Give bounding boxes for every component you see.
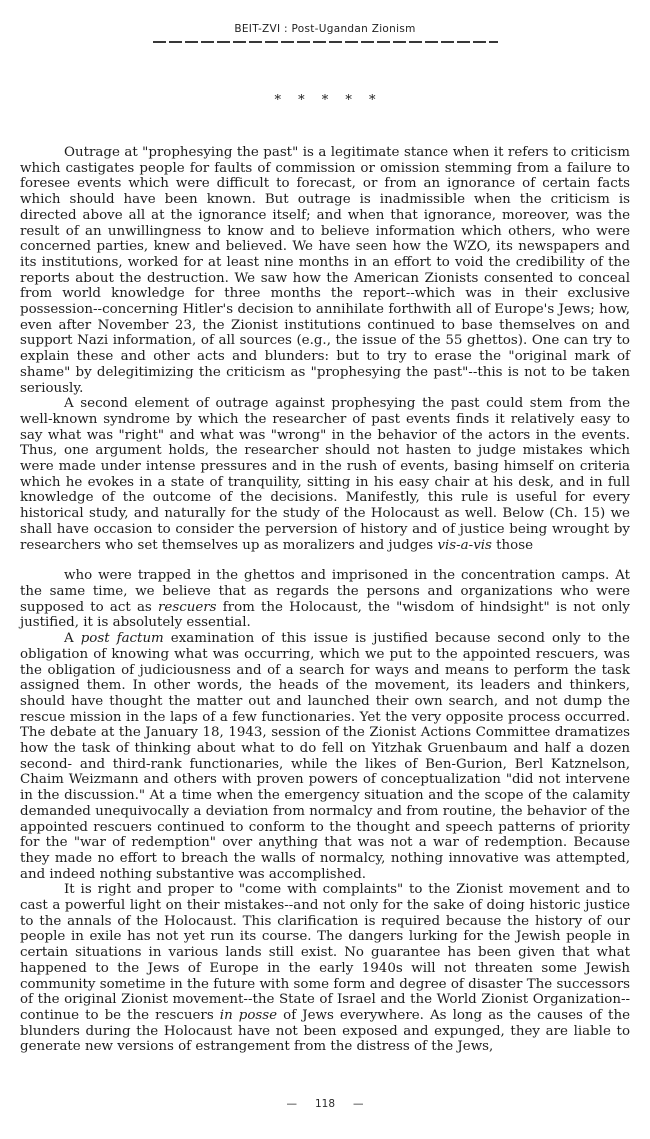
- text-run: examination of this issue is justified because second only to the obligation of knowing what was occurring, which we put to the appointed rescuers, was the obligation of judiciousness and of a search for ways and means to perform the task assigned them. In other words, the heads of the movement, its leaders and thinkers, should have thought the matter out and launched their own search, and not dump the rescue mission in the laps of a few functionaries. Yet the very opposite process occurred. The debate at the January 18, 1943, session of the Zionist Actions Committee dramatizes how the task of thinking about what to do fell on Yitzhak Gruenbaum and half a dozen second- and third-rank functionaries, while the likes of Ben-Gurion, Berl Katznelson, Chaim Weizmann and others with proven powers of conceptualization "did not intervene in the discussion." At a time when the emergency situation and the scope of the calamity demanded unequivocally a deviation from normalcy and from routine, the behavior of the appointed rescuers continued to conform to the thought and speech patterns of priority for the "war of redemption" over anything that was not a war of redemption. Because they made no effort to breach the walls of normalcy, nothing innovative was attempted, and indeed nothing substantive was accomplished.: [20, 631, 630, 882]
- page-footer: [0, 1098, 650, 1110]
- section-divider-asterisks: * * * * *: [274, 93, 376, 108]
- paragraph-post-factum: [20, 631, 630, 882]
- running-header: [0, 0, 650, 43]
- running-header-title: BEIT-ZVI : Post-Ugandan Zionism: [234, 23, 416, 35]
- text-run: A: [64, 631, 81, 647]
- italic-run: post factum: [80, 631, 164, 647]
- paragraph-second-element: [20, 396, 630, 553]
- text-run: It is right and proper to "come with complaints" to the Zionist movement and to cast a powerful light on their mistakes--and not only for the sake of doing historic justice to the annals of the Holocaust. This clarification is required because the history of our people in exile has not yet run its course. The dangers lurking for the Jewish people in certain situations in various lands still exist. No guarantee has been given that what happened to the Jews of Europe in the early 1940s will not threaten some Jewish community sometime in the future with some form and degree of disaster The successors of the original Zionist movement--the State of Israel and the World Zionist Organization--continue to be the rescuers: [20, 882, 630, 1023]
- italic-run: vis-a-vis: [437, 537, 492, 553]
- text-run: who were trapped in the ghettos and imprisoned in the concentration camps. At the same time, we believe that as regards the persons and organizations who were supposed to act as: [20, 568, 630, 615]
- page-number: 118: [314, 1098, 336, 1110]
- footer-dash-right: —: [353, 1098, 364, 1110]
- italic-run: rescuers: [158, 599, 217, 615]
- italic-run: in posse: [219, 1007, 278, 1023]
- footer-dash-left: —: [286, 1098, 297, 1110]
- text-run: from the Holocaust, the "wisdom of hindsight" is not only justified, it is absolutely essential.: [20, 599, 630, 631]
- paragraph-outrage: [20, 145, 630, 396]
- text-run: A second element of outrage against prophesying the past could stem from the well-known syndrome by which the researcher of past events finds it relatively easy to say what was "right" and what was "wrong" in the behavior of the actors in the events. Thus, one argument holds, the researcher should not hasten to judge mistakes which were made under intense pressures and in the rush of events, basing himself on criteria which he evokes in a state of tranquility, sitting in his easy chair at his desk, and in full knowledge of the outcome of the decisions. Manifestly, this rule is useful for every historical study, and naturally for the study of the Holocaust as well. Below (Ch. 15) we shall have occasion to consider the perversion of history and of justice being wrought by researchers who set themselves up as moralizers and judges: [20, 396, 630, 553]
- paragraph-complaints: [20, 882, 630, 1055]
- text-run: of Jews everywhere. As long as the causes of the blunders during the Holocaust have not been exposed and expunged, they are liable to generate new versions of estrangement from the distress of the Jews,: [20, 1007, 630, 1055]
- text-run: Outrage at "prophesying the past" is a legitimate stance when it refers to criticism which castigates people for faults of commission or omission stemming from a failure to foresee events which were difficult to forecast, or from an ignorance of certain facts which should have been known. But outrage is inadmissible when the criticism is directed above all at the ignorance itself; and when that ignorance, moreover, was the result of an unwillingness to know and to believe information which others, who were concerned parties, knew and believed. We have seen how the WZO, its newspapers and its institutions, worked for at least nine months in an effort to void the credibility of the reports about the destruction. We saw how the American Zionists consented to conceal from world knowledge for three months the report--which was in their exclusive possession--concerning Hitler's decision to annihilate forthwith all of Europe's Jews; how, even after November 23, the Zionist institutions continued to base themselves on and support Nazi information, of all sources (e.g., the issue of the 55 ghettos). One can try to explain these and other acts and blunders: but to try to erase the "original mark of shame" by delegitimizing the criticism as "prophesying the past"--this is not to be taken seriously.: [20, 145, 630, 396]
- paragraph-who-were-trapped: [20, 568, 630, 631]
- header-rule: [153, 41, 498, 43]
- text-run: those: [491, 537, 534, 553]
- page-body: [20, 145, 630, 1055]
